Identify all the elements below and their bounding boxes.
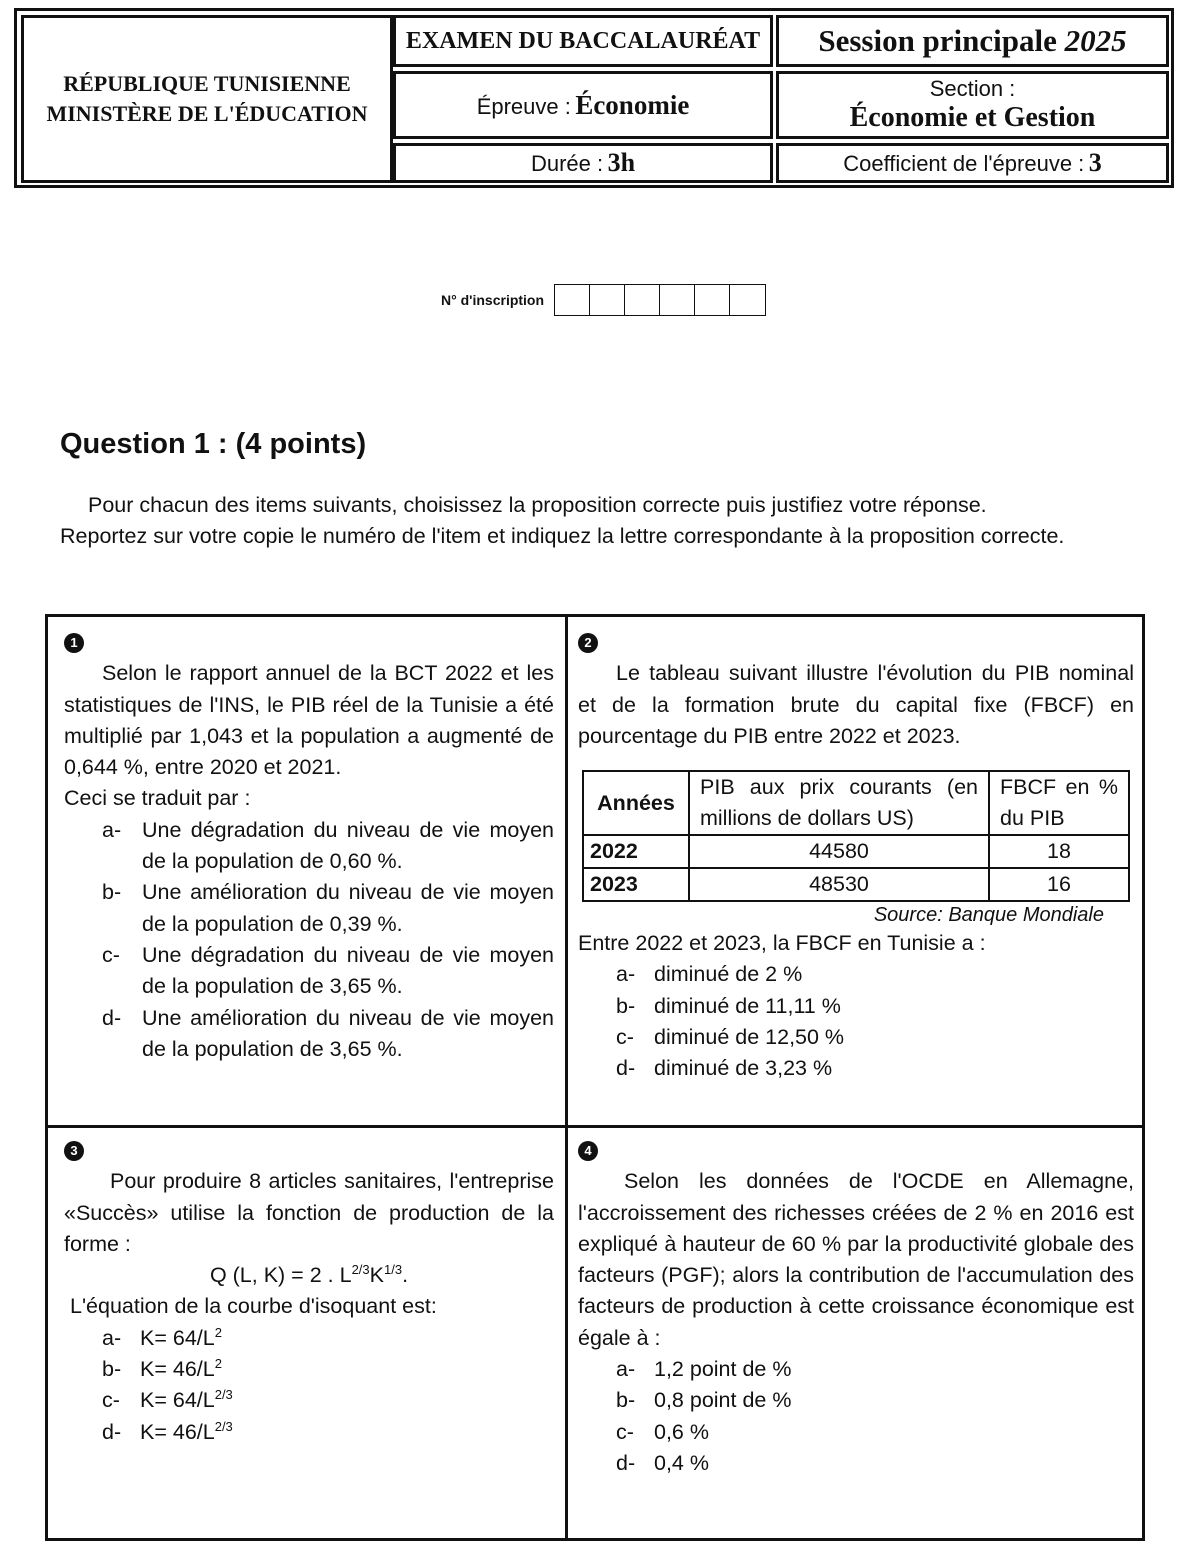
inscription-digit-box[interactable] — [555, 285, 590, 315]
item-3-text: Pour produire 8 articles sanitaires, l'entreprise «Succès» utilise la fonction de production de la forme : — [64, 1169, 554, 1256]
table-header: Années — [583, 771, 689, 835]
epreuve-label: Épreuve : — [476, 93, 571, 119]
exam-title-box — [393, 15, 773, 67]
section-box — [776, 71, 1169, 139]
item-2-lead: Entre 2022 et 2023, la FBCF en Tunisie a : — [578, 931, 986, 956]
option-letter: c- — [616, 1419, 634, 1444]
option-text: K= 46/L — [140, 1419, 215, 1444]
option-b[interactable] — [102, 1354, 554, 1385]
item-number-badge: 1 — [64, 633, 84, 653]
option-text: 0,4 % — [654, 1450, 709, 1475]
duree-value: 3h — [607, 148, 636, 177]
option-d[interactable] — [102, 1003, 554, 1066]
option-letter: d- — [616, 1450, 636, 1475]
option-b[interactable] — [616, 1385, 1134, 1416]
formula-lhs: Q (L, K) = 2 . L — [209, 1263, 352, 1288]
item-2-options — [578, 959, 1134, 1084]
inscription-boxes[interactable] — [554, 284, 766, 316]
table-row — [583, 835, 1129, 868]
republic-name: RÉPUBLIQUE TUNISIENNE — [63, 71, 351, 96]
option-text: diminué de 2 % — [654, 962, 803, 987]
option-letter: c- — [102, 1388, 120, 1413]
formula-exponent: 2/3 — [351, 1262, 370, 1278]
option-c[interactable] — [102, 940, 554, 1003]
option-letter: b- — [616, 993, 636, 1018]
duree-box — [393, 143, 773, 183]
question-intro — [60, 490, 1090, 552]
option-exponent: 2/3 — [214, 1418, 233, 1434]
option-text: diminué de 12,50 % — [654, 1025, 845, 1050]
option-a[interactable] — [102, 815, 554, 878]
item-number-badge: 2 — [578, 633, 598, 653]
item-1 — [64, 625, 554, 1065]
table-header: PIB aux prix courants (en millions de dollars US) — [689, 771, 989, 835]
inscription-label: N° d'inscription — [441, 292, 545, 308]
production-formula — [64, 1260, 554, 1291]
option-letter: d- — [102, 1419, 122, 1444]
option-text: Une dégradation du niveau de vie moyen de la population de 0,60 %. — [142, 817, 554, 874]
option-letter: a- — [616, 1357, 636, 1382]
option-c[interactable] — [616, 1417, 1134, 1448]
table-row — [583, 868, 1129, 901]
question-title: Question 1 : (4 points) — [60, 428, 367, 460]
coefficient-box — [776, 143, 1169, 183]
session-box — [776, 15, 1169, 67]
item-2-text: Le tableau suivant illustre l'évolution du PIB nominal et de la formation brute du capital fixe (FBCF) en pourcentage du PIB entre 2022 et 2023. — [578, 661, 1134, 748]
ministry-box — [21, 15, 393, 183]
option-a[interactable] — [616, 1354, 1134, 1385]
grid-divider-horizontal — [48, 1125, 1142, 1128]
option-letter: d- — [616, 1056, 636, 1081]
option-text: K= 64/L — [140, 1388, 215, 1413]
option-d[interactable] — [616, 1448, 1134, 1479]
pib-table — [582, 770, 1130, 902]
item-1-options — [64, 815, 554, 1065]
session-year: 2025 — [1064, 23, 1127, 58]
item-4-text: Selon les données de l'OCDE en Allemagne, l'accroissement des richesses créées de 2 % en 2016 est expliqué à hauteur de 60 % par la productivité globale des facteurs (PGF); alors la contribution de l'accumulation des facteurs de production à cette croissance économique est égale à : — [578, 1169, 1134, 1350]
option-d[interactable] — [102, 1417, 554, 1448]
section-value: Économie et Gestion — [849, 102, 1096, 133]
option-letter: a- — [102, 1325, 122, 1350]
option-text: 0,8 point de % — [654, 1388, 792, 1413]
table-cell-year: 2022 — [583, 835, 689, 868]
option-text: Une dégradation du niveau de vie moyen de la population de 3,65 %. — [142, 942, 554, 999]
inscription-digit-box[interactable] — [660, 285, 695, 315]
item-3 — [64, 1133, 554, 1448]
item-1-text: Selon le rapport annuel de la BCT 2022 et les statistiques de l'INS, le PIB réel de la Tunisie a été multiplié par 1,043 et la population a augmenté de 0,644 %, entre 2020 et 2021. — [64, 661, 554, 780]
item-number-badge: 4 — [578, 1141, 598, 1161]
option-text: 1,2 point de % — [654, 1357, 792, 1382]
formula-exponent: 1/3 — [383, 1262, 403, 1278]
option-text: diminué de 11,11 % — [654, 993, 841, 1018]
option-text: diminué de 3,23 % — [654, 1056, 833, 1081]
option-c[interactable] — [616, 1022, 1134, 1053]
inscription-digit-box[interactable] — [590, 285, 625, 315]
option-text: 0,6 % — [654, 1419, 709, 1444]
option-c[interactable] — [102, 1385, 554, 1416]
option-d[interactable] — [616, 1053, 1134, 1084]
ministry-name: MINISTÈRE DE L'ÉDUCATION — [46, 101, 368, 126]
item-3-options — [64, 1323, 554, 1448]
option-b[interactable] — [616, 991, 1134, 1022]
intro-line-1: Pour chacun des items suivants, choisissez la proposition correcte puis justifiez votre réponse. — [88, 493, 987, 517]
inscription-digit-box[interactable] — [625, 285, 660, 315]
session-title — [818, 23, 1126, 59]
item-3-lead: L'équation de la courbe d'isoquant est: — [70, 1294, 437, 1319]
epreuve-line — [477, 90, 690, 121]
epreuve-box — [393, 71, 773, 139]
option-letter: c- — [616, 1025, 634, 1050]
inscription-row — [441, 284, 766, 316]
table-header-row — [583, 771, 1129, 835]
table-cell-year: 2023 — [583, 868, 689, 901]
table-source: Source: Banque Mondiale — [873, 904, 1104, 927]
coefficient-line — [843, 148, 1102, 178]
table-header: FBCF en % du PIB — [989, 771, 1129, 835]
option-exponent: 2 — [214, 1355, 222, 1371]
option-letter: a- — [616, 962, 636, 987]
duree-label: Durée : — [530, 151, 604, 176]
option-a[interactable] — [102, 1323, 554, 1354]
table-cell-pib: 48530 — [689, 868, 989, 901]
option-a[interactable] — [616, 959, 1134, 990]
intro-line-2: Reportez sur votre copie le numéro de l'item et indiquez la lettre correspondante à la proposition correcte. — [60, 524, 1065, 548]
option-text: K= 46/L — [140, 1357, 215, 1382]
exam-header — [14, 8, 1174, 188]
session-prefix: Session principale — [818, 23, 1057, 58]
option-exponent: 2 — [214, 1324, 222, 1340]
option-text: Une amélioration du niveau de vie moyen de la population de 3,65 %. — [142, 1005, 554, 1061]
option-letter: b- — [102, 880, 122, 905]
option-letter: c- — [102, 942, 120, 967]
item-2 — [578, 625, 1134, 1085]
coefficient-label: Coefficient de l'épreuve : — [843, 151, 1085, 176]
grid-divider-vertical — [565, 617, 568, 1538]
option-exponent: 2/3 — [214, 1387, 233, 1403]
option-letter: b- — [616, 1388, 636, 1413]
option-letter: d- — [102, 1005, 122, 1030]
option-letter: b- — [102, 1357, 122, 1382]
inscription-digit-box[interactable] — [730, 285, 765, 315]
duree-line — [531, 148, 635, 178]
table-cell-fbcf: 16 — [989, 868, 1129, 901]
coefficient-value: 3 — [1088, 148, 1102, 177]
option-letter: a- — [102, 817, 122, 842]
item-number-badge: 3 — [64, 1141, 84, 1161]
item-1-lead: Ceci se traduit par : — [64, 786, 251, 811]
item-4-options — [578, 1354, 1134, 1479]
epreuve-value: Économie — [575, 89, 690, 120]
item-4 — [578, 1133, 1134, 1479]
section-label: Section : — [929, 76, 1016, 101]
option-text: Une amélioration du niveau de vie moyen de la population de 0,39 %. — [142, 880, 554, 936]
formula-k: K — [369, 1263, 384, 1288]
items-grid — [45, 614, 1145, 1541]
table-cell-pib: 44580 — [689, 835, 989, 868]
inscription-digit-box[interactable] — [695, 285, 730, 315]
option-text: K= 64/L — [140, 1325, 215, 1350]
option-b[interactable] — [102, 877, 554, 940]
table-cell-fbcf: 18 — [989, 835, 1129, 868]
exam-title: EXAMEN DU BACCALAURÉAT — [405, 27, 761, 54]
formula-end: . — [402, 1263, 409, 1288]
